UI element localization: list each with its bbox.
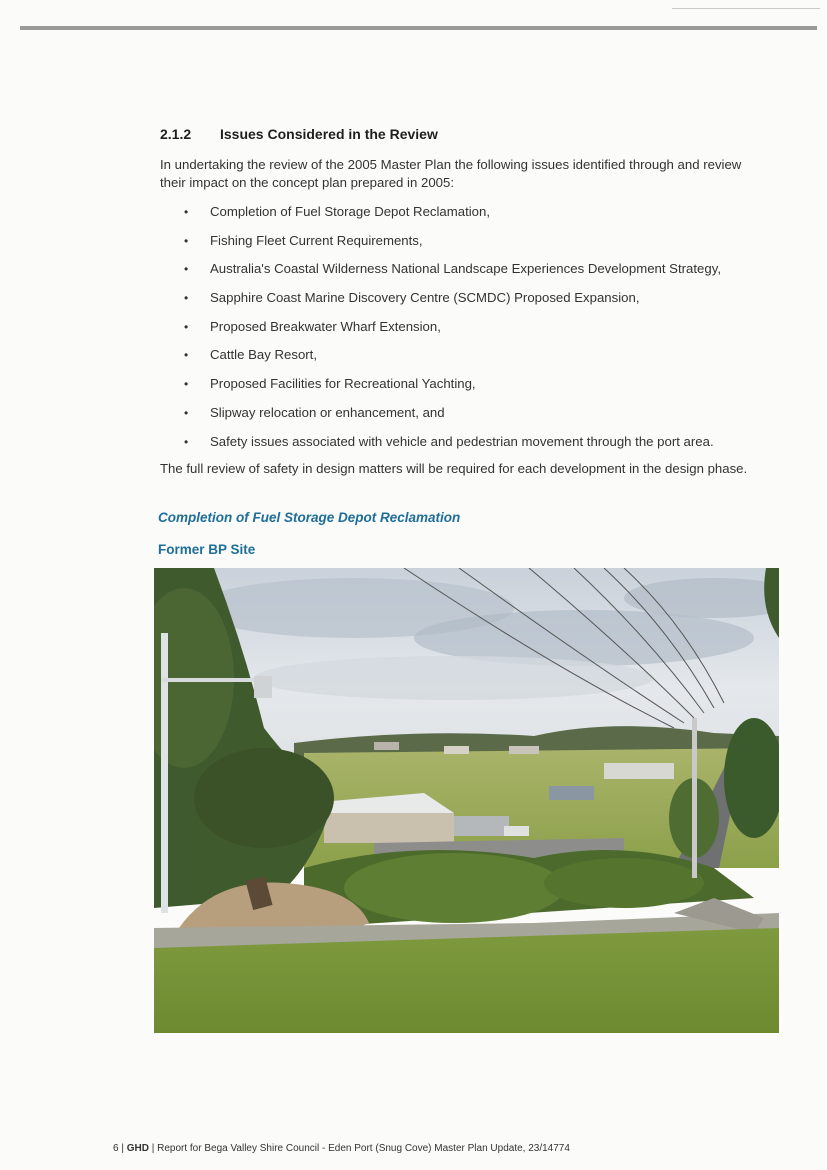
list-item: • Australia's Coastal Wilderness National Landscape Experiences Development Strategy, — [182, 256, 782, 285]
bullet-icon: • — [184, 291, 189, 306]
section-number: 2.1.2 — [160, 126, 192, 142]
bullet-icon: • — [184, 434, 189, 449]
list-item: • Slipway relocation or enhancement, and — [182, 400, 782, 429]
list-item: • Completion of Fuel Storage Depot Reclamation, — [182, 199, 782, 228]
bullet-icon: • — [184, 262, 189, 277]
bullet-icon: • — [184, 233, 189, 248]
list-item: • Cattle Bay Resort, — [182, 342, 782, 371]
subheading-fuel-depot: Completion of Fuel Storage Depot Reclamation — [158, 510, 461, 525]
bullet-icon: • — [184, 405, 189, 420]
issues-list — [182, 199, 782, 457]
bullet-icon: • — [184, 348, 189, 363]
closing-paragraph: The full review of safety in design matters will be required for each development in the design phase. — [160, 461, 748, 476]
bullet-icon: • — [184, 377, 189, 392]
subheading-former-bp-site: Former BP Site — [158, 542, 256, 557]
list-item: • Proposed Facilities for Recreational Yachting, — [182, 371, 782, 400]
site-photo — [154, 568, 779, 1033]
intro-paragraph: In undertaking the review of the 2005 Master Plan the following issues identified through and review their impact on the concept plan prepared in 2005: — [160, 157, 742, 190]
list-item: • Proposed Breakwater Wharf Extension, — [182, 314, 782, 343]
list-item: • Fishing Fleet Current Requirements, — [182, 228, 782, 257]
bullet-icon: • — [184, 205, 189, 219]
list-item: • Sapphire Coast Marine Discovery Centre (SCMDC) Proposed Expansion, — [182, 285, 782, 314]
page-number: 6 — [113, 1143, 119, 1154]
footer-brand: GHD — [126, 1143, 149, 1154]
header-rule — [20, 26, 817, 30]
footer-text: Report for Bega Valley Shire Council - Eden Port (Snug Cove) Master Plan Update, 23/14774 — [157, 1143, 570, 1154]
section-title: Issues Considered in the Review — [220, 126, 438, 142]
page-footer: 6 | GHD | Report for Bega Valley Shire Council - Eden Port (Snug Cove) Master Plan Update, 23/14774 — [113, 1143, 570, 1154]
bullet-icon: • — [184, 319, 189, 334]
list-item: • Safety issues associated with vehicle and pedestrian movement through the port area. — [182, 429, 782, 458]
section-heading — [160, 126, 438, 142]
header-thin-rule — [672, 8, 820, 9]
